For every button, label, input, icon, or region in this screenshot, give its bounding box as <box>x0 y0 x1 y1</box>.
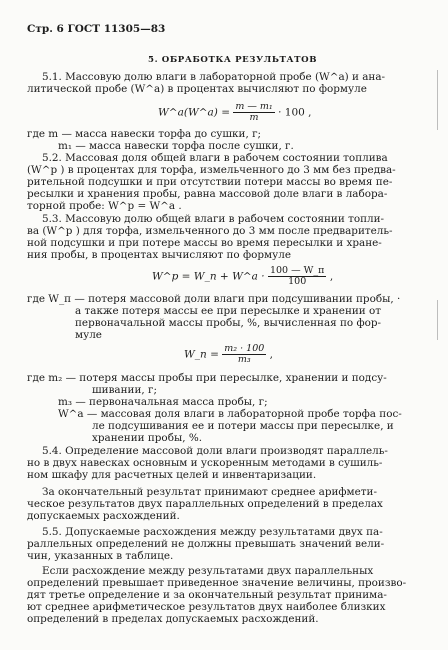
formula-3-fraction <box>222 344 266 365</box>
p52-line-5: торной пробе: W^p = W^a . <box>27 200 182 212</box>
formula-3-lhs: W_п = <box>184 348 219 361</box>
formula-3-numerator: m₂ · 100 <box>224 343 265 354</box>
scan-edge-mark <box>437 300 438 340</box>
formula-2-denominator: 100 <box>288 276 307 287</box>
formula-2-rhs: , <box>329 270 334 283</box>
p-if-line-2: определений превышает приведенное значение величины, произво- <box>27 577 407 589</box>
formula-1-lhs: W^a(W^a) = <box>158 106 231 119</box>
formula-3-rhs: , <box>269 348 273 361</box>
p51-where-2: m₁ — масса навески торфа после сушки, г. <box>58 140 294 152</box>
formula-1-rhs: · 100 , <box>278 106 312 119</box>
p53-where-1: где W_п — потеря массовой доли влаги при подсушивании пробы, · <box>27 293 401 305</box>
formula-1-numerator: m — m₁ <box>235 101 273 112</box>
p-if-line-3: дят третье определение и за окончательный результат принима- <box>27 589 387 601</box>
p52-line-2: (W^p ) в процентах для торфа, измельченного до 3 мм без предва- <box>27 164 396 176</box>
p53-where2-6: хранении пробы, %. <box>92 432 202 444</box>
p52-line-1: 5.2. Массовая доля общей влаги в рабочем состоянии топлива <box>42 152 388 164</box>
p-final-line-3: допускаемых расхождений. <box>27 510 180 522</box>
p53-where2-3: m₃ — первоначальная масса пробы, г; <box>58 396 268 408</box>
p52-line-3: рительной подсушки и при отсутствии потери массы во время пе- <box>27 176 393 188</box>
formula-1-denominator: m <box>249 112 259 123</box>
p55-line-1: 5.5. Допускаемые расхождения между результатами двух па- <box>42 526 383 538</box>
formula-2-lhs: W^p = W_п + W^a · <box>152 270 265 283</box>
p51-line-2: литической пробе (W^a) в процентах вычисляют по формуле <box>27 83 367 95</box>
p53-line-1: 5.3. Массовую долю общей влаги в рабочем состоянии топли- <box>42 213 385 225</box>
p-if-line-5: определений в пределах допускаемых расхождений. <box>27 613 319 625</box>
p51-where-1: где m — масса навески торфа до сушки, г; <box>27 128 262 140</box>
p53-where2-1: где m₂ — потеря массы пробы при пересылке, хранении и подсу- <box>27 372 387 384</box>
p54-line-3: ном шкафу для расчетных целей и инвентаризации. <box>27 469 317 481</box>
p53-where2-4: W^a — массовая доля влаги в лабораторной пробе торфа пос- <box>58 408 402 420</box>
p-if-line-4: ют среднее арифметическое результатов двух наиболее близких <box>27 601 386 613</box>
p-final-line-2: ческое результатов двух параллельных определений в пределах <box>27 498 383 510</box>
formula-2-fraction <box>268 266 327 287</box>
p53-where2-2: шивании, г; <box>92 384 157 396</box>
formula-2 <box>152 266 333 287</box>
p54-line-2: но в двух навесках основным и ускоренным методами в сушиль- <box>27 457 383 469</box>
scan-edge-mark <box>437 70 438 130</box>
p-if-line-1: Если расхождение между результатами двух параллельных <box>42 565 374 577</box>
p53-where2-5: ле подсушивания ее и потери массы при пересылке, и <box>92 420 394 432</box>
section-title: 5. ОБРАБОТКА РЕЗУЛЬТАТОВ <box>148 55 318 65</box>
p53-where-4: муле <box>75 329 102 341</box>
p53-where-3: первоначальной массы пробы, %, вычисленная по фор- <box>75 317 382 329</box>
p55-line-2: раллельных определений не должны превышать значений вели- <box>27 538 385 550</box>
page-header: Стр. 6 ГОСТ 11305—83 <box>27 23 166 35</box>
formula-1-fraction <box>233 102 274 123</box>
p52-line-4: ресылки и хранения пробы, равна массовой доле влаги в лабора- <box>27 188 388 200</box>
p51-line-1: 5.1. Массовую долю влаги в лабораторной пробе (W^a) и ана- <box>42 71 386 83</box>
formula-3 <box>184 344 273 365</box>
p-final-line-1: За окончательный результат принимают среднее арифмети- <box>42 486 377 498</box>
p53-line-3: ной подсушки и при потере массы во время пересылки и хране- <box>27 237 382 249</box>
p53-line-2: ва (W^p ) для торфа, измельченного до 3 мм после предваритель- <box>27 225 393 237</box>
p54-line-1: 5.4. Определение массовой доли влаги производят параллель- <box>42 445 388 457</box>
p53-line-4: ния пробы, в процентах вычисляют по формуле <box>27 249 291 261</box>
p53-where-2: а также потеря массы ее при пересылке и хранении от <box>75 305 382 317</box>
formula-3-denominator: m₃ <box>237 354 251 365</box>
formula-2-numerator: 100 — W_п <box>269 265 325 276</box>
formula-1 <box>158 102 312 123</box>
p55-line-3: чин, указанных в таблице. <box>27 550 174 562</box>
